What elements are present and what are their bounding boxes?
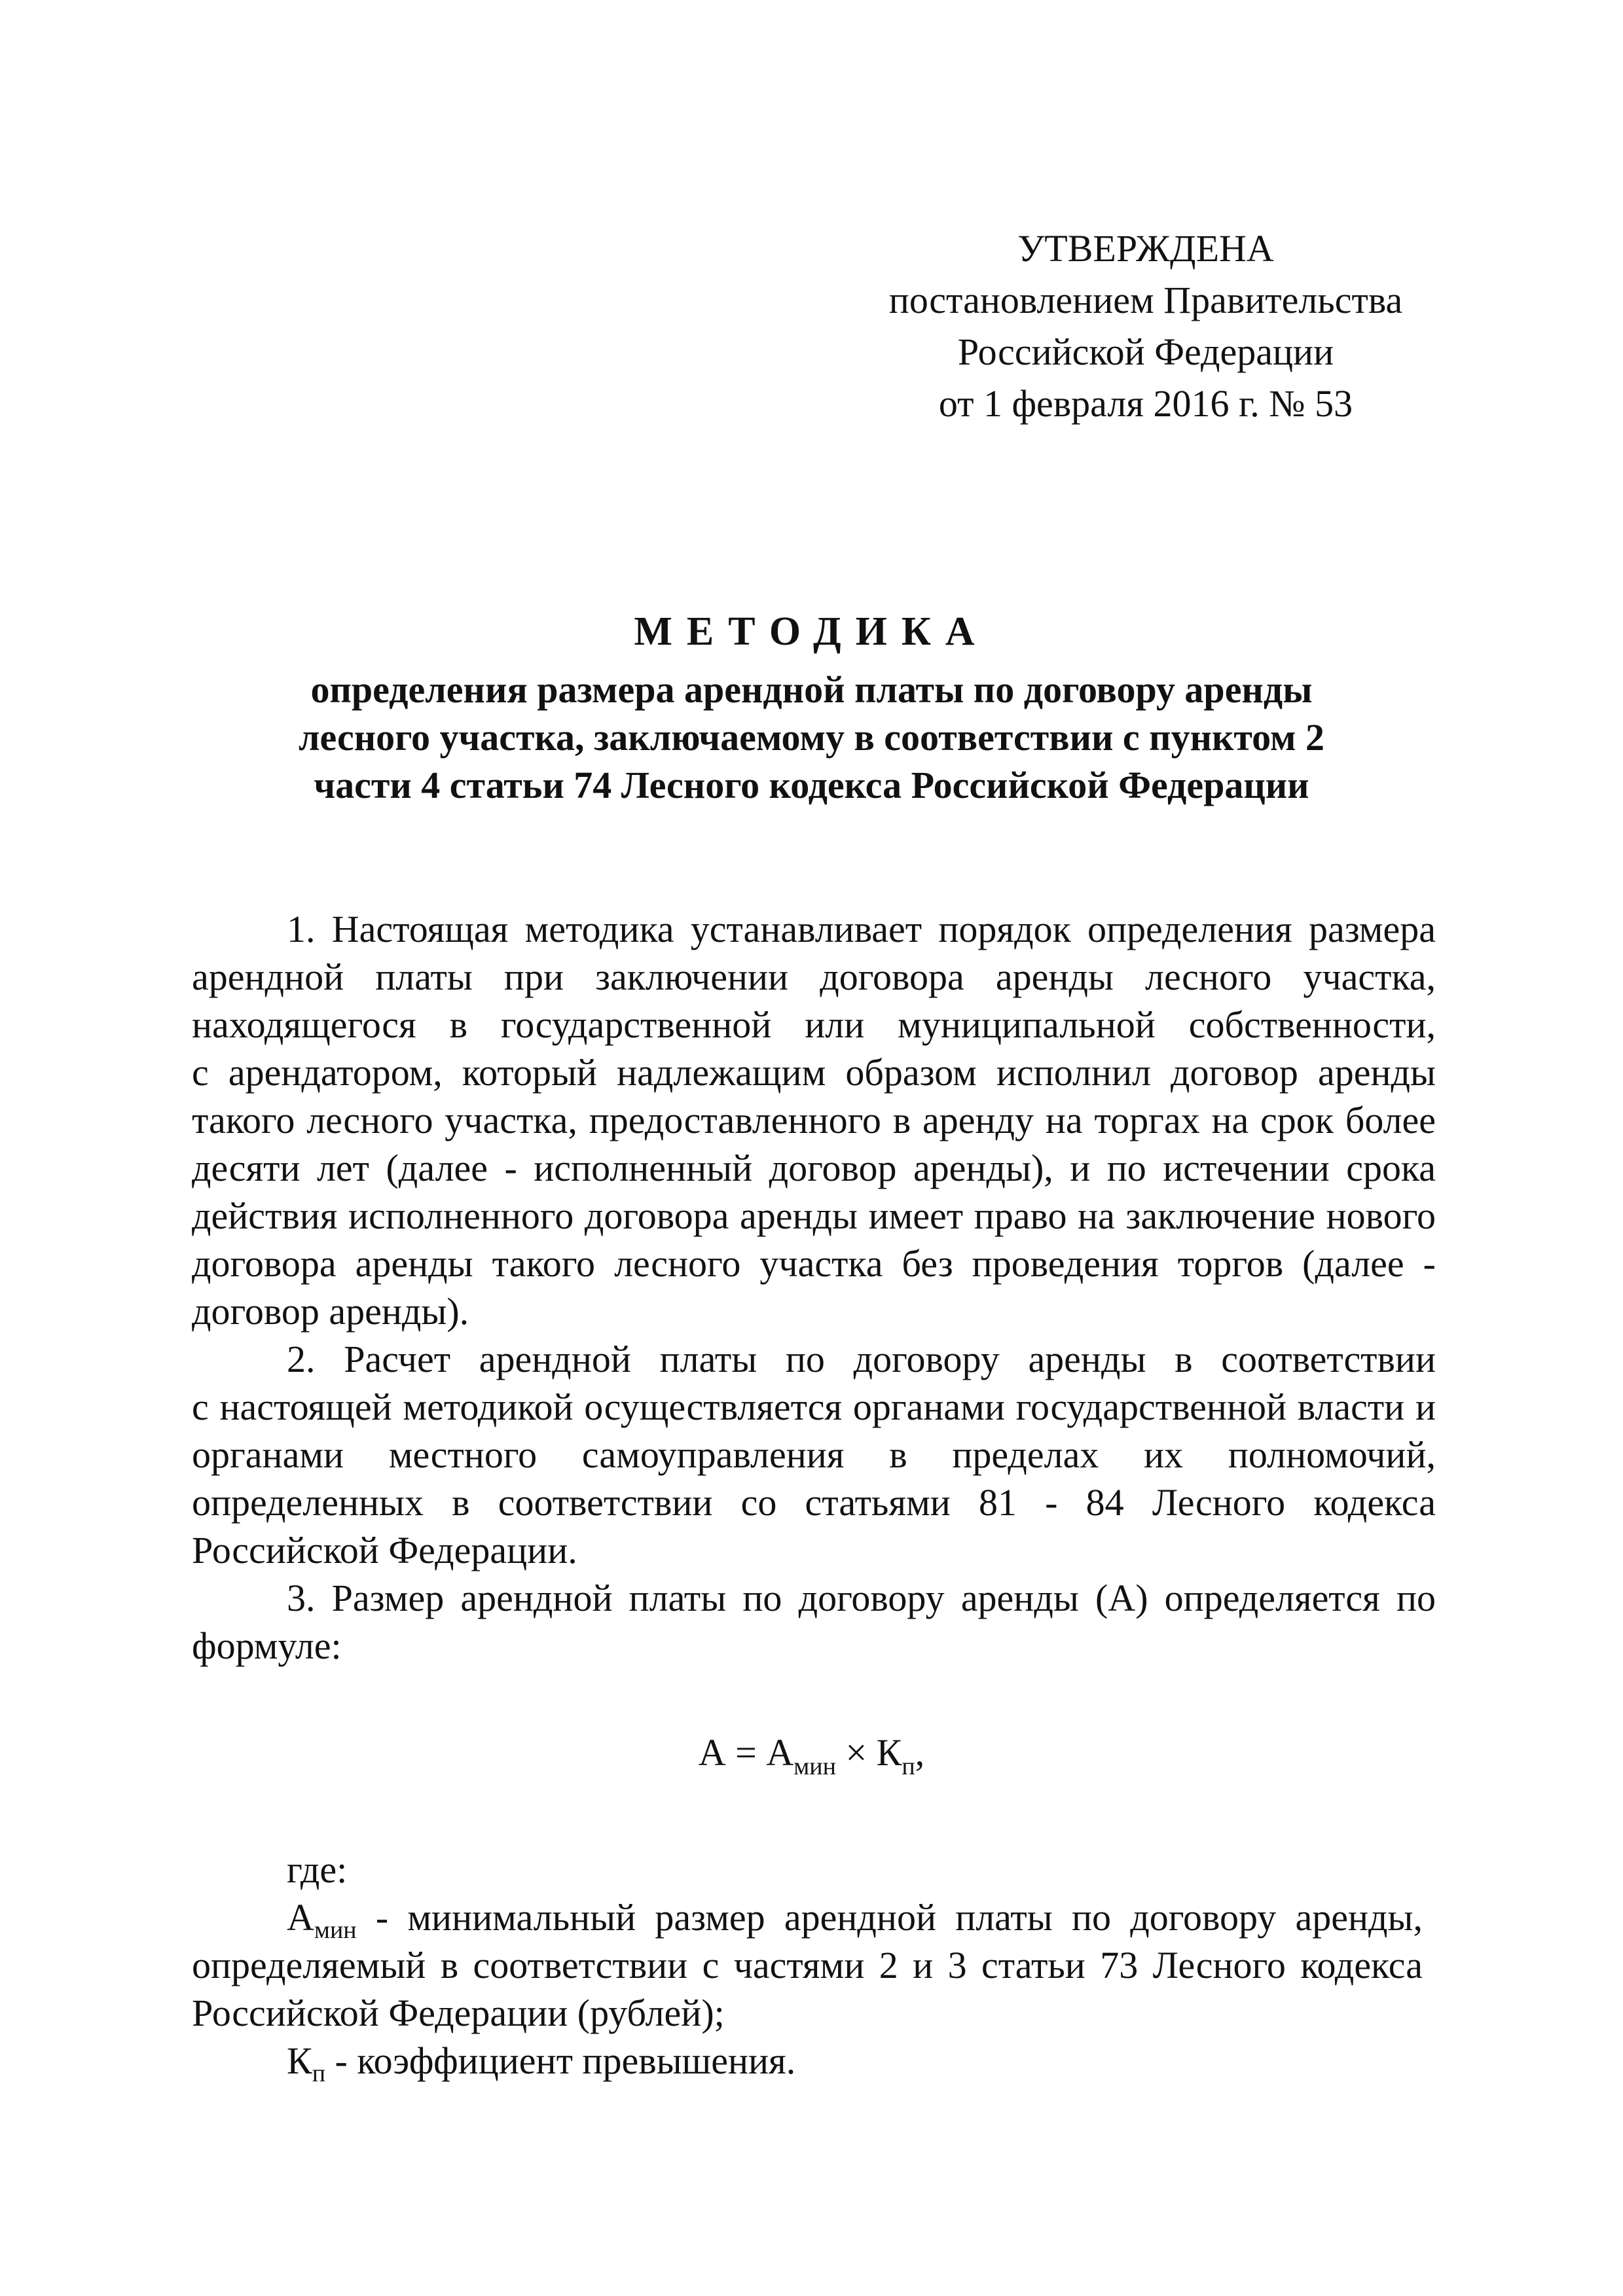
paragraph-2-line: 2. Расчет арендной платы по договору аренды в соответствии bbox=[287, 1338, 1436, 1380]
approval-line-4: от 1 февраля 2016 г. № 53 bbox=[938, 382, 1353, 425]
formula-definitions bbox=[192, 1846, 1423, 2085]
definition-1-line: Российской Федерации (рублей); bbox=[192, 1992, 725, 2034]
definition-1-line bbox=[192, 1893, 1423, 1944]
document-body bbox=[192, 905, 1436, 1670]
approval-line-3: Российской Федерации bbox=[957, 331, 1334, 373]
paragraph-3-line: формуле: bbox=[192, 1624, 342, 1667]
approval-line-1: УТВЕРЖДЕНА bbox=[1017, 227, 1274, 270]
paragraph-1-line: договор аренды). bbox=[192, 1290, 469, 1333]
paragraph-1-line: договора аренды такого лесного участка без проведения торгов (далее - bbox=[192, 1242, 1436, 1285]
paragraph-2-line: с настоящей методикой осуществляется органами государственной власти и bbox=[192, 1386, 1436, 1428]
document-subtitle bbox=[0, 666, 1623, 809]
document-title: МЕТОДИКА bbox=[634, 609, 989, 654]
where-label: где: bbox=[287, 1848, 348, 1891]
definition-1-sub: мин bbox=[314, 1916, 357, 1944]
formula-lhs: А = А bbox=[698, 1731, 794, 1774]
definition-2-line bbox=[192, 2037, 1423, 2085]
approval-stamp bbox=[851, 223, 1440, 429]
paragraph-1-line: находящегося в государственной или муниципальной собственности, bbox=[192, 1003, 1436, 1046]
paragraph-1-line: 1. Настоящая методика устанавливает порядок определения размера bbox=[287, 908, 1436, 950]
definition-2-sub: п bbox=[312, 2060, 326, 2087]
paragraph-3-line: 3. Размер арендной платы по договору аренды (А) определяется по bbox=[287, 1577, 1436, 1619]
paragraph-1-line: действия исполненного договора аренды имеет право на заключение нового bbox=[192, 1194, 1436, 1237]
paragraph-2-line: определенных в соответствии со статьями 81 - 84 Лесного кодекса bbox=[192, 1481, 1436, 1524]
formula-tail: , bbox=[915, 1731, 925, 1774]
paragraph-1-line: десяти лет (далее - исполненный договор аренды), и по истечении срока bbox=[192, 1147, 1436, 1189]
paragraph-2-line: органами местного самоуправления в пределах их полномочий, bbox=[192, 1433, 1436, 1476]
paragraph-1-line: такого лесного участка, предоставленного в аренду на торгах на срок более bbox=[192, 1099, 1436, 1141]
paragraph-2-line: Российской Федерации. bbox=[192, 1529, 577, 1571]
approval-line-2: постановлением Правительства bbox=[888, 279, 1403, 321]
definition-1-line: определяемый в соответствии с частями 2 и 3 статьи 73 Лесного кодекса bbox=[192, 1944, 1423, 1986]
subtitle-line-3: части 4 статьи 74 Лесного кодекса Российской Федерации bbox=[314, 764, 1309, 806]
subtitle-line-2: лесного участка, заключаемому в соответствии с пунктом 2 bbox=[298, 716, 1325, 759]
definition-1-text: - минимальный размер арендной платы по договору аренды, bbox=[356, 1896, 1423, 1939]
definition-2-symbol: К bbox=[287, 2039, 312, 2082]
formula-sub-p: п bbox=[902, 1753, 915, 1780]
definition-1-symbol: А bbox=[287, 1896, 314, 1939]
rent-formula bbox=[0, 1727, 1623, 1784]
paragraph-1-line: арендной платы при заключении договора аренды лесного участка, bbox=[192, 956, 1436, 998]
subtitle-line-1: определения размера арендной платы по договору аренды bbox=[310, 668, 1313, 711]
paragraph-1-line: с арендатором, который надлежащим образом исполнил договор аренды bbox=[192, 1051, 1436, 1094]
formula-times: × К bbox=[835, 1731, 902, 1774]
definition-2-text: - коэффициент превышения. bbox=[325, 2039, 796, 2082]
formula-sub-min: мин bbox=[793, 1753, 836, 1780]
